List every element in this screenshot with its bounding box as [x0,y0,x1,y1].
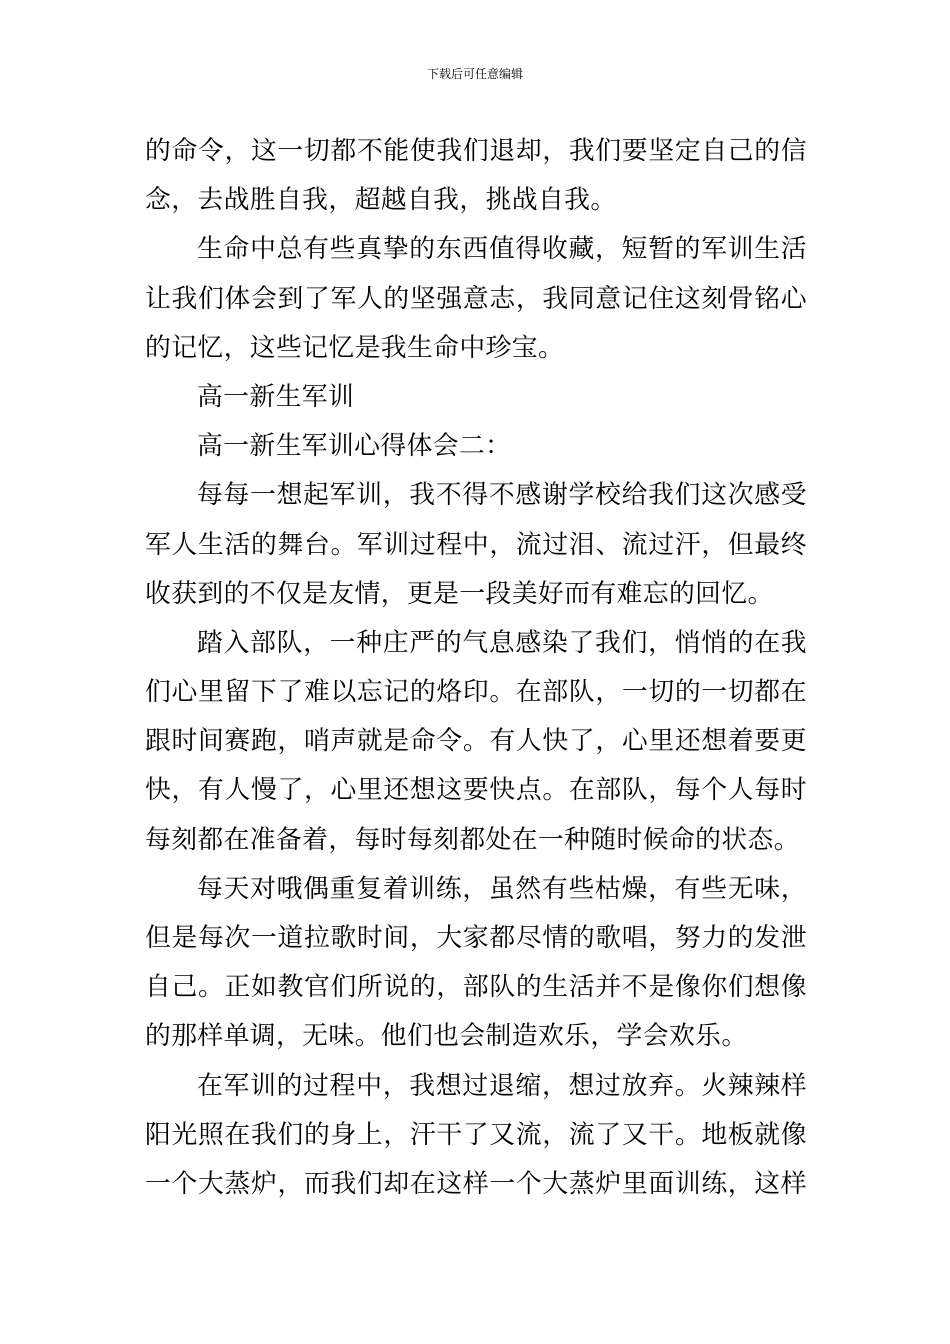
section-subheading: 高一新生军训心得体会二： [197,431,512,462]
text-line: 们心里留下了难以忘记的烙印。在部队，一切的一切都在 [145,677,807,708]
document-body [145,127,807,1209]
page-header: 下载后可任意编辑 [426,67,523,81]
text-line: 快，有人慢了，心里还想这要快点。在部队，每个人每时 [145,775,807,806]
text-line: 自己。正如教官们所说的，部队的生活并不是像你们想像 [145,972,807,1003]
text-line: 念，去战胜自我，超越自我，挑战自我。 [145,185,617,216]
text-line: 收获到的不仅是友情，更是一段美好而有难忘的回忆。 [145,578,774,609]
text-line: 在军训的过程中，我想过退缩，想过放弃。火辣辣样 [197,1070,807,1101]
text-line: 一个大蒸炉，而我们却在这样一个大蒸炉里面训练，这样 [145,1168,807,1199]
text-line: 每每一想起军训，我不得不感谢学校给我们这次感受 [197,480,807,511]
text-line: 的记忆，这些记忆是我生命中珍宝。 [145,332,565,363]
text-line: 每天对哦偶重复着训练，虽然有些枯燥，有些无味， [197,873,807,904]
text-line: 跟时间赛跑，哨声就是命令。有人快了，心里还想着要更 [145,726,807,757]
section-heading: 高一新生军训 [197,381,355,412]
text-line: 让我们体会到了军人的坚强意志，我同意记住这刻骨铭心 [145,283,807,314]
text-line: 生命中总有些真挚的东西值得收藏，短暂的军训生活 [197,234,807,265]
text-line: 军人生活的舞台。军训过程中，流过泪、流过汗，但最终 [145,529,807,560]
text-line: 的那样单调，无味。他们也会制造欢乐，学会欢乐。 [145,1021,748,1052]
text-line: 踏入部队，一种庄严的气息感染了我们，悄悄的在我 [197,627,807,658]
text-line: 每刻都在准备着，每时每刻都处在一种随时候命的状态。 [145,824,800,855]
text-line: 阳光照在我们的身上，汗干了又流，流了又干。地板就像 [145,1119,807,1150]
text-line: 但是每次一道拉歌时间，大家都尽情的歌唱，努力的发泄 [145,923,807,953]
text-line: 的命令，这一切都不能使我们退却，我们要坚定自己的信 [145,136,807,166]
